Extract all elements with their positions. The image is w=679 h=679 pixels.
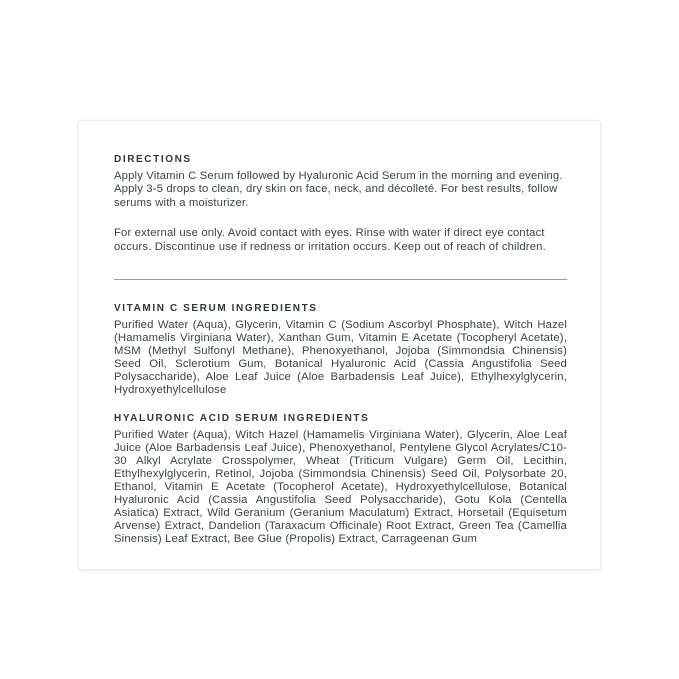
directions-heading: DIRECTIONS — [114, 154, 192, 165]
section-divider — [114, 279, 567, 280]
directions-usage-text: Apply Vitamin C Serum followed by Hyaluronic Acid Serum in the morning and evening. Apply 3-5 drops to clean, dry skin on face, neck, and décolleté. For best results, follow serums with a moisturizer. — [114, 170, 563, 209]
product-label-card — [78, 120, 601, 570]
directions-section — [114, 154, 567, 254]
vitamin-c-ingredients-text: Purified Water (Aqua), Glycerin, Vitamin C (Sodium Ascorbyl Phosphate), Witch Hazel (Hamamelis Virginiana Water), Xanthan Gum, Vitamin E Acetate (Tocopheryl Acetate), MSM (Methyl Sulfonyl Methane), Phenoxyethanol, Jojoba (Simmondsia Chinensis) Seed Oil, Sclerotium Gum, Botanical Hyaluronic Acid (Cassia Angustifolia Seed Polysaccharide), Aloe Leaf Juice (Aloe Barbadensis Leaf Juice), Ethylhexylglycerin, Hydroxyethylcellulose — [114, 319, 567, 396]
vitamin-c-ingredients-heading: VITAMIN C SERUM INGREDIENTS — [114, 303, 318, 315]
hyaluronic-ingredients-text: Purified Water (Aqua), Witch Hazel (Hamamelis Virginiana Water), Glycerin, Aloe Leaf Juice (Aloe Barbadensis Leaf Juice), Phenoxyethanol, Pentylene Glycol Acrylates/C10-30 Alkyl Acrylate Crosspolymer, Wheat (Triticum Vulgare) Germ Oil, Lecithin, Ethylhexylglycerin, Retinol, Jojoba (Simmondsia Chinensis) Seed Oil, Polysorbate 20, Ethanol, Vitamin E Acetate (Tocopherol Acetate), Hydroxyethylcellulose, Botanical Hyaluronic Acid (Cassia Angustifolia Seed Polysaccharide), Gotu Kola (Centella Asiatica) Extract, Wild Geranium (Geranium Maculatum) Extract, Horsetail (Equisetum Arvense) Extract, Dandelion (Taraxacum Officinale) Root Extract, Green Tea (Camellia Sinensis) Leaf Extract, Bee Glue (Propolis) Extract, Carrageenan Gum — [114, 429, 567, 545]
vitamin-c-ingredients-section — [114, 303, 567, 396]
hyaluronic-ingredients-section — [114, 413, 567, 545]
directions-warning-text: For external use only. Avoid contact with eyes. Rinse with water if direct eye contact occurs. Discontinue use if redness or irritation occurs. Keep out of reach of children. — [114, 227, 546, 253]
hyaluronic-ingredients-heading: HYALURONIC ACID SERUM INGREDIENTS — [114, 413, 370, 425]
